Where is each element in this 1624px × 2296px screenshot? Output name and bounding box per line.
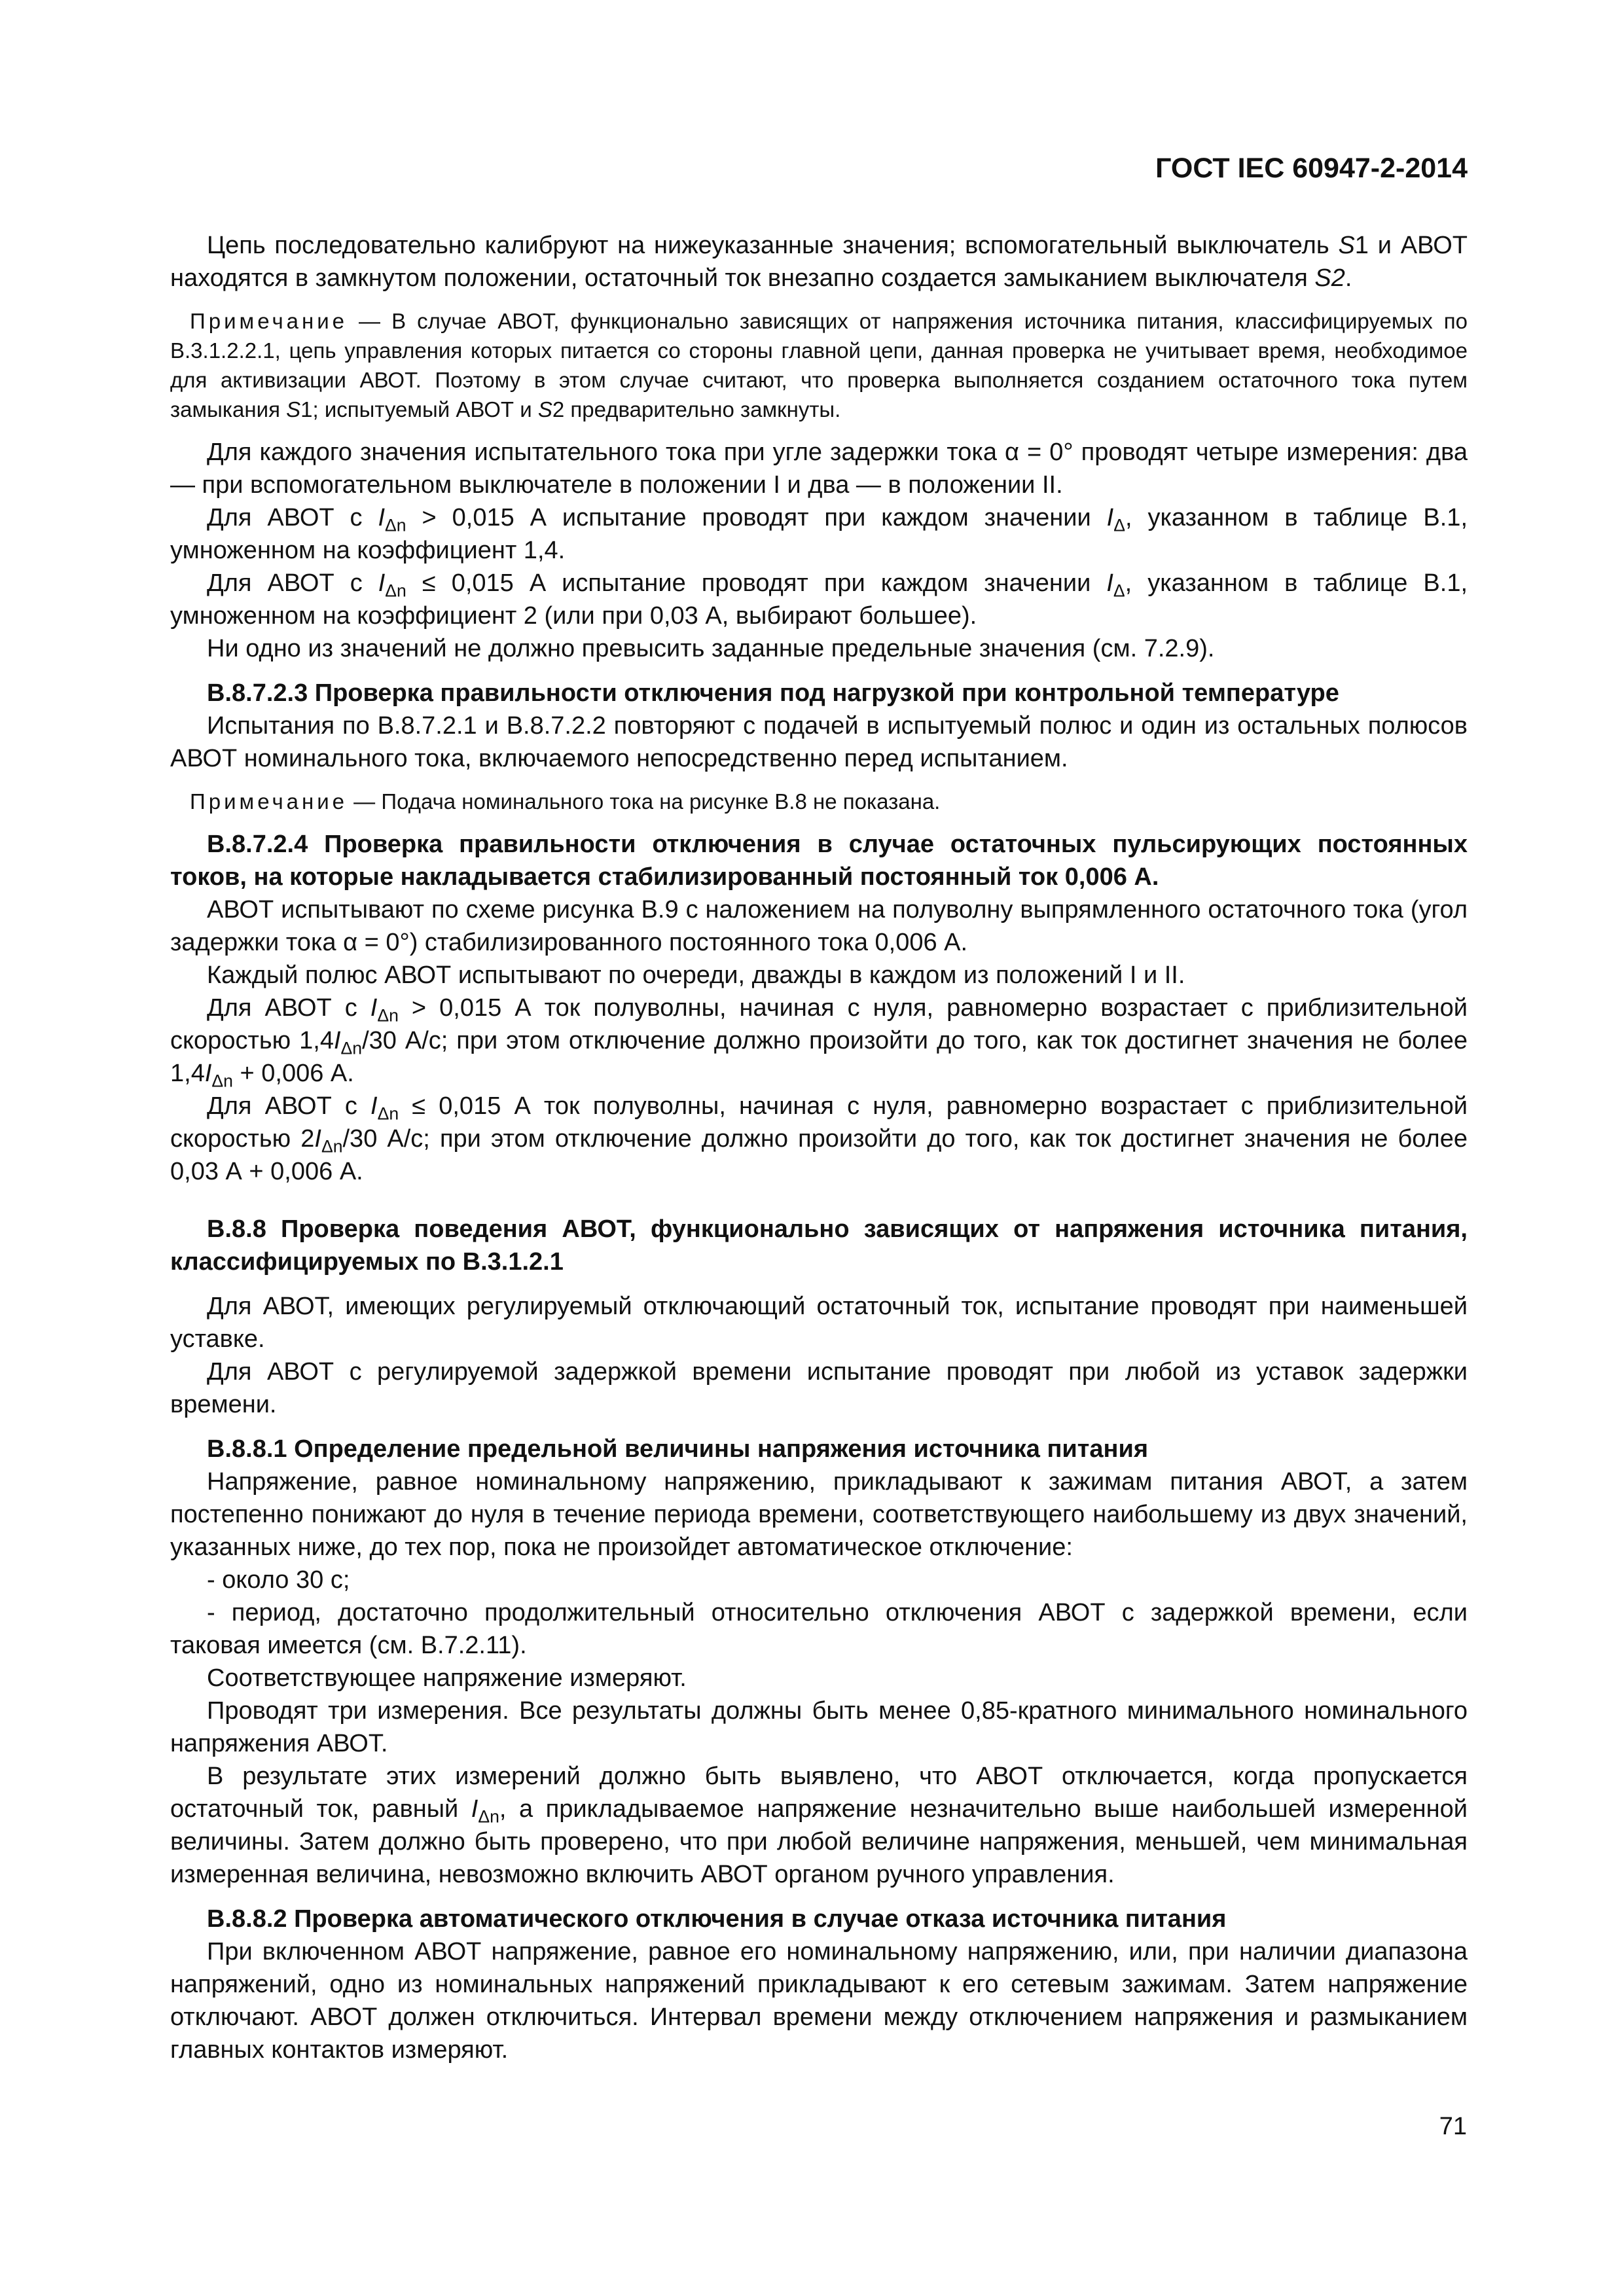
paragraph-three-measurements: Проводят три измерения. Все результаты должны быть менее 0,85-кратного минимального номинального напряжения АВОТ.: [170, 1696, 1468, 1757]
note-rated-current: Примечание — Подача номинального тока на рисунке В.8 не показана.: [190, 789, 941, 814]
paragraph-adjustable-current: Для АВОТ, имеющих регулируемый отключающий остаточный ток, испытание проводят при наименьшей уставке.: [170, 1292, 1468, 1353]
section-heading-b8724: В.8.7.2.4 Проверка правильности отключения в случае остаточных пульсирующих постоянных токов, на которые накладывается стабилизированный постоянный ток 0,006 А.: [170, 830, 1468, 891]
paragraph-halfwave-above: Для АВОТ с $I_{\Delta n} > 0,015$ А ток полуволны, начиная с нуля, равномерно возрастает с приблизительной скоростью $1,4I_{\Delta n}/30$ А/с; при этом отключение должно произойти до того, как ток достигнет значения не более $1,4I_{\Delta n} + 0,006$ А.: [170, 994, 1468, 1091]
section-heading-b8882: В.8.8.2 Проверка автоматического отключения в случае отказа источника питания: [207, 1905, 1227, 1933]
paragraph-measurement-results: В результате этих измерений должно быть выявлено, что АВОТ отключается, когда пропускается остаточный ток, равный $I_{\Delta n}$, а прикладываемое напряжение незначительно выше наибольшей измеренной величины. Затем должно быть проверено, что при любой величине напряжения, меньшей, чем минимальная измеренная величина, невозможно включить АВОТ органом ручного управления.: [170, 1762, 1468, 1888]
paragraph-each-pole: Каждый полюс АВОТ испытывают по очереди, дважды в каждом из положений I и II.: [207, 961, 1185, 989]
list-item-period: - период, достаточно продолжительный относительно отключения АВОТ с задержкой времени, если таковая имеется (см. В.7.2.11).: [170, 1598, 1468, 1659]
page-content: [170, 152, 1468, 2066]
paragraph-limit-values: Ни одно из значений не должно превысить заданные предельные значения (см. 7.2.9).: [207, 634, 1215, 662]
paragraph-supply-failure: При включенном АВОТ напряжение, равное его номинальному напряжению, или, при наличии диапазона напряжений, одно из номинальных напряжений прикладывают к его сетевым зажимам. Затем напряжение отключают. АВОТ должен отключиться. Интервал времени между отключением напряжения и размыканием главных контактов измеряют.: [170, 1937, 1468, 2064]
section-heading-b8881: В.8.8.1 Определение предельной величины напряжения источника питания: [207, 1435, 1149, 1463]
list-item-30s: - около 30 с;: [207, 1566, 350, 1594]
section-heading-b8723: В.8.7.2.3 Проверка правильности отключения под нагрузкой при контрольной температуре: [207, 679, 1339, 707]
paragraph-scheme-b9: АВОТ испытывают по схеме рисунка В.9 с наложением на полуволну выпрямленного остаточного тока (угол задержки тока α = 0°) стабилизированного постоянного тока 0,006 А.: [170, 895, 1468, 956]
standard-code-header: ГОСТ IEC 60947-2-2014: [1155, 152, 1468, 184]
paragraph-four-measurements: Для каждого значения испытательного тока при угле задержки тока α = 0° проводят четыре измерения: два — при вспомогательном выключателе в положении I и два — в положении II.: [170, 438, 1468, 499]
page-number: 71: [1439, 2113, 1467, 2140]
paragraph-halfwave-below: Для АВОТ с $I_{\Delta n} \le 0,015$ А ток полуволны, начиная с нуля, равномерно возрастает с приблизительной скоростью $2I_{\Delta n}/30$ А/с; при этом отключение должно произойти до того, как ток достигнет значения не более 0,03 А + 0,006 А.: [170, 1092, 1468, 1185]
paragraph-adjustable-delay: Для АВОТ с регулируемой задержкой времени испытание проводят при любой из уставок задержки времени.: [170, 1357, 1468, 1418]
note-voltage-dependent: Примечание — В случае АВОТ, функционально зависящих от напряжения источника питания, классифицируемых по В.3.1.2.2.1, цепь управления которых питается со стороны главной цепи, данная проверка не учитывает время, необходимое для активизации АВОТ. Поэтому в этом случае считают, что проверка выполняется созданием остаточного тока путем замыкания S1; испытуемый АВОТ и S2 предварительно замкнуты.: [170, 308, 1468, 422]
paragraph-measure-voltage: Соответствующее напряжение измеряют.: [207, 1664, 687, 1692]
paragraph-test-below-0015: Для АВОТ с $I_{\Delta n} \le 0,015$ А испытание проводят при каждом значении $I_\Delta$, указанном в таблице В.1, умноженном на коэффициент 2 (или при 0,03 А, выбирают большее).: [170, 569, 1468, 630]
paragraph-voltage-reduce: Напряжение, равное номинальному напряжению, прикладывают к зажимам питания АВОТ, а затем постепенно понижают до нуля в течение периода времени, соответствующего наибольшему из двух значений, указанных ниже, до тех пор, пока не произойдет автоматическое отключение:: [170, 1467, 1468, 1561]
paragraph-test-above-0015: Для АВОТ с $I_{\Delta n} > 0,015$ А испытание проводят при каждом значении $I_\Delta$, указанном в таблице В.1, умноженном на коэффициент 1,4.: [170, 503, 1468, 564]
paragraph-calibration: Цепь последовательно калибруют на нижеуказанные значения; вспомогательный выключатель S1 и АВОТ находятся в замкнутом положении, остаточный ток внезапно создается замыканием выключателя S2.: [170, 231, 1468, 292]
paragraph-repeat-tests: Испытания по В.8.7.2.1 и В.8.7.2.2 повторяют с подачей в испытуемый полюс и один из остальных полюсов АВОТ номинального тока, включаемого непосредственно перед испытанием.: [170, 711, 1468, 772]
section-heading-b888: В.8.8 Проверка поведения АВОТ, функционально зависящих от напряжения источника питания, классифицируемых по В.3.1.2.1: [170, 1215, 1468, 1276]
